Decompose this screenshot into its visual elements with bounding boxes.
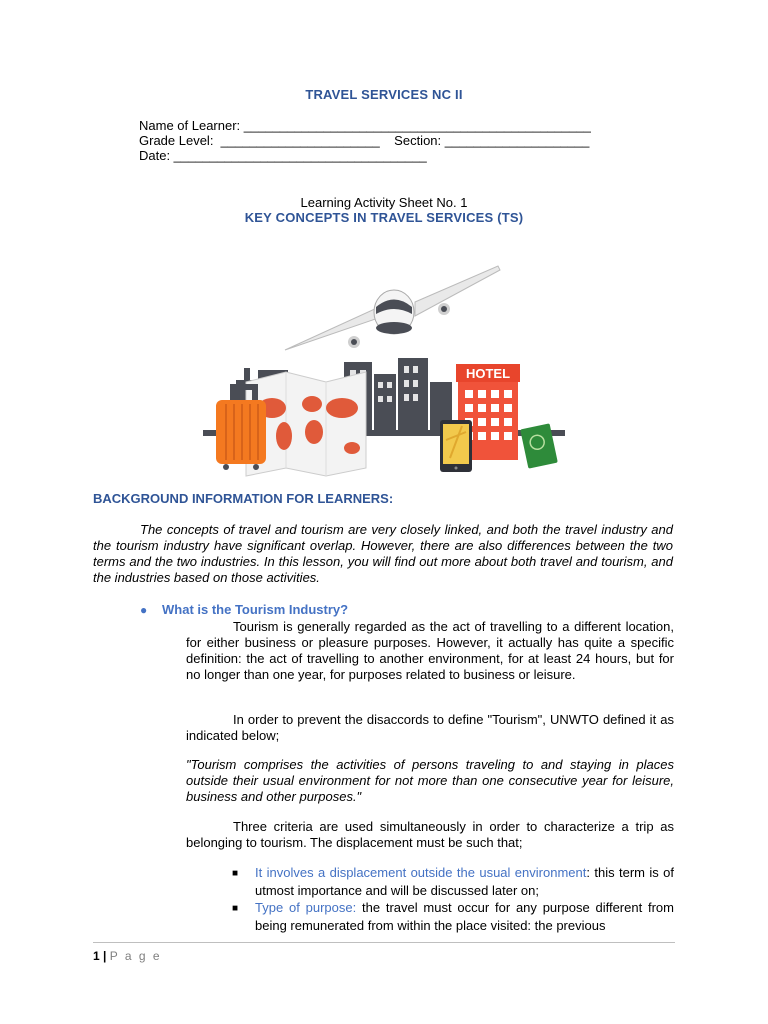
bullet-dot-icon: ● [140,603,148,617]
activity-sheet-number: Learning Activity Sheet No. 1 [300,195,468,210]
travel-illustration [200,262,570,477]
hotel-sign-text: HOTEL [465,366,511,381]
unwto-intro-paragraph: In order to prevent the disaccords to define "Tourism", UNWTO defined it as indicated below; [186,712,674,743]
grade-section-field[interactable]: Grade Level: ______________________ Section: ____________________ [139,133,590,148]
criteria-rest: : this term is of utmost importance and will be discussed later on; [255,865,674,898]
criteria-intro-paragraph: Three criteria are used simultaneously in order to characterize a trip as belonging to tourism. The displacement must be such that; [186,819,674,850]
page-label: P a g e [109,949,162,963]
activity-sheet-title: KEY CONCEPTS IN TRAVEL SERVICES (TS) [244,210,524,225]
criteria-item [255,899,674,935]
footer-rule [93,942,675,943]
unwto-quote: "Tourism comprises the activities of persons traveling to and staying in places outside their usual environment for not more than one consecutive year for leisure, business and other purposes." [186,757,674,804]
smartphone-map-icon [440,420,472,472]
page-separator: | [103,949,107,963]
background-heading: BACKGROUND INFORMATION FOR LEARNERS: [93,491,394,506]
criteria-lead: It involves a displacement outside the usual environment [255,865,587,880]
background-intro-paragraph: The concepts of travel and tourism are very closely linked, and both the travel industry and the tourism industry have significant overlap. However, there are also differences between the two terms and the two industries. In this lesson, you will find out more about both travel and tourism, and the industries based on those activities. [93,522,673,585]
date-field[interactable]: Date: ___________________________________ [139,148,427,163]
page-footer [93,949,162,963]
document-title: TRAVEL SERVICES NC II [305,87,463,102]
learner-name-field[interactable]: Name of Learner: ________________________________________________ [139,118,591,133]
tourism-definition-paragraph: Tourism is generally regarded as the act of travelling to a different location, for either business or pleasure purposes. However, it actually has quite a specific definition: the act of travelling to another environment, for at least 24 hours, but for no longer than one year, for purposes related to business or leisure. [186,619,674,682]
page-number: 1 [93,949,100,963]
airplane-icon [285,266,500,350]
criteria-rest: the travel must occur for any purpose different from being remunerated from within the place visited: the previous [255,900,674,933]
square-bullet-icon: ■ [232,903,239,914]
square-bullet-icon: ■ [232,868,239,879]
section-question: What is the Tourism Industry? [162,602,349,617]
criteria-item [255,864,674,900]
criteria-lead: Type of purpose: [255,900,357,915]
